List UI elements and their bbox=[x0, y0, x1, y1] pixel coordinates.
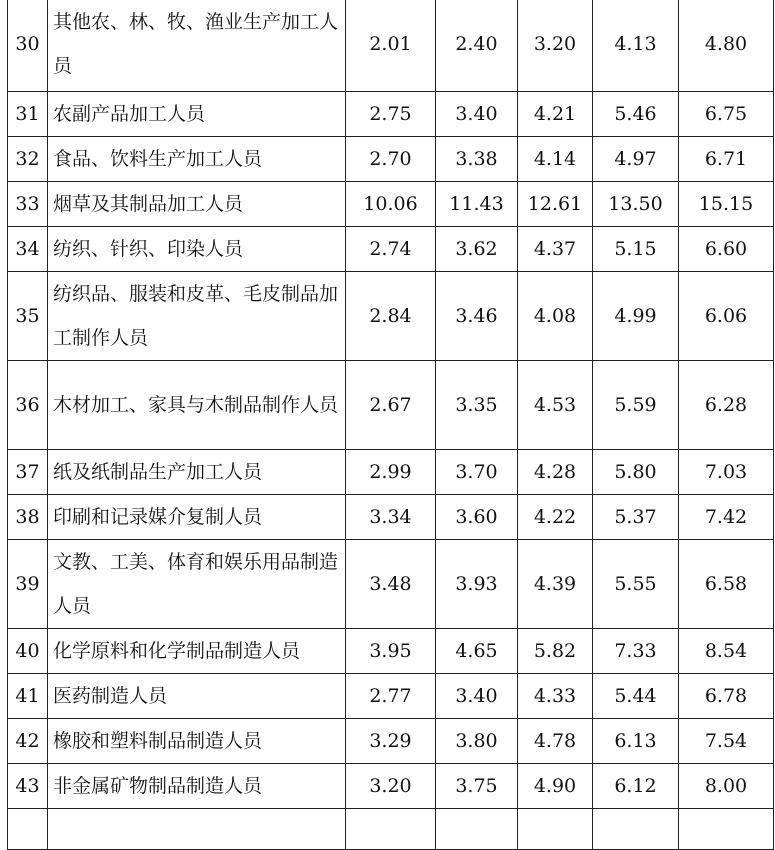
value-cell: 4.33 bbox=[518, 674, 593, 719]
row-index: 33 bbox=[8, 182, 48, 227]
value-cell: 4.21 bbox=[518, 92, 593, 137]
value-cell: 4.22 bbox=[518, 495, 593, 540]
value-cell: 8.00 bbox=[679, 764, 774, 809]
value-cell: 2.75 bbox=[346, 92, 436, 137]
value-cell: 4.14 bbox=[518, 137, 593, 182]
value-cell: 3.20 bbox=[346, 764, 436, 809]
table-row bbox=[8, 629, 774, 674]
occupation-name: 烟草及其制品加工人员 bbox=[48, 182, 346, 227]
wage-table bbox=[7, 0, 774, 850]
value-cell: 5.15 bbox=[593, 227, 679, 272]
table-row bbox=[8, 540, 774, 629]
value-cell: 4.78 bbox=[518, 719, 593, 764]
occupation-name: 农副产品加工人员 bbox=[48, 92, 346, 137]
row-index: 35 bbox=[8, 272, 48, 361]
value-cell: 15.15 bbox=[679, 182, 774, 227]
occupation-name: 其他农、林、牧、渔业生产加工人员 bbox=[48, 0, 346, 92]
empty-cell bbox=[436, 809, 518, 850]
value-cell: 2.74 bbox=[346, 227, 436, 272]
value-cell: 5.46 bbox=[593, 92, 679, 137]
value-cell: 3.38 bbox=[436, 137, 518, 182]
value-cell: 2.77 bbox=[346, 674, 436, 719]
value-cell: 12.61 bbox=[518, 182, 593, 227]
value-cell: 7.03 bbox=[679, 450, 774, 495]
value-cell: 4.39 bbox=[518, 540, 593, 629]
row-index: 36 bbox=[8, 361, 48, 450]
value-cell: 4.90 bbox=[518, 764, 593, 809]
row-index: 37 bbox=[8, 450, 48, 495]
occupation-name: 纸及纸制品生产加工人员 bbox=[48, 450, 346, 495]
table-body bbox=[8, 0, 774, 850]
value-cell: 4.37 bbox=[518, 227, 593, 272]
value-cell: 5.44 bbox=[593, 674, 679, 719]
table-row bbox=[8, 674, 774, 719]
value-cell: 3.62 bbox=[436, 227, 518, 272]
value-cell: 5.80 bbox=[593, 450, 679, 495]
occupation-name: 非金属矿物制品制造人员 bbox=[48, 764, 346, 809]
value-cell: 5.59 bbox=[593, 361, 679, 450]
value-cell: 3.34 bbox=[346, 495, 436, 540]
value-cell: 7.42 bbox=[679, 495, 774, 540]
value-cell: 3.75 bbox=[436, 764, 518, 809]
value-cell: 5.82 bbox=[518, 629, 593, 674]
occupation-name: 木材加工、家具与木制品制作人员 bbox=[48, 361, 346, 450]
value-cell: 4.53 bbox=[518, 361, 593, 450]
value-cell: 6.75 bbox=[679, 92, 774, 137]
value-cell: 2.40 bbox=[436, 0, 518, 92]
occupation-name: 文教、工美、体育和娱乐用品制造人员 bbox=[48, 540, 346, 629]
value-cell: 6.12 bbox=[593, 764, 679, 809]
occupation-name: 印刷和记录媒介复制人员 bbox=[48, 495, 346, 540]
row-index: 38 bbox=[8, 495, 48, 540]
value-cell: 7.33 bbox=[593, 629, 679, 674]
value-cell: 7.54 bbox=[679, 719, 774, 764]
value-cell: 13.50 bbox=[593, 182, 679, 227]
table-row bbox=[8, 92, 774, 137]
value-cell: 3.40 bbox=[436, 92, 518, 137]
value-cell: 3.20 bbox=[518, 0, 593, 92]
value-cell: 3.95 bbox=[346, 629, 436, 674]
value-cell: 3.46 bbox=[436, 272, 518, 361]
value-cell: 3.35 bbox=[436, 361, 518, 450]
value-cell: 2.01 bbox=[346, 0, 436, 92]
value-cell: 4.28 bbox=[518, 450, 593, 495]
value-cell: 5.55 bbox=[593, 540, 679, 629]
value-cell: 8.54 bbox=[679, 629, 774, 674]
value-cell: 6.71 bbox=[679, 137, 774, 182]
row-index: 40 bbox=[8, 629, 48, 674]
empty-cell bbox=[593, 809, 679, 850]
table-row-partial bbox=[8, 809, 774, 850]
table-row bbox=[8, 0, 774, 92]
occupation-name: 食品、饮料生产加工人员 bbox=[48, 137, 346, 182]
row-index: 43 bbox=[8, 764, 48, 809]
row-index: 41 bbox=[8, 674, 48, 719]
table-row bbox=[8, 450, 774, 495]
value-cell: 3.29 bbox=[346, 719, 436, 764]
value-cell: 6.58 bbox=[679, 540, 774, 629]
value-cell: 5.37 bbox=[593, 495, 679, 540]
value-cell: 3.60 bbox=[436, 495, 518, 540]
table-row bbox=[8, 182, 774, 227]
table-row bbox=[8, 361, 774, 450]
value-cell: 4.08 bbox=[518, 272, 593, 361]
value-cell: 3.40 bbox=[436, 674, 518, 719]
empty-cell bbox=[346, 809, 436, 850]
occupation-name: 化学原料和化学制品制造人员 bbox=[48, 629, 346, 674]
value-cell: 11.43 bbox=[436, 182, 518, 227]
value-cell: 6.60 bbox=[679, 227, 774, 272]
empty-cell bbox=[8, 809, 48, 850]
row-index: 34 bbox=[8, 227, 48, 272]
value-cell: 2.84 bbox=[346, 272, 436, 361]
occupation-name: 纺织品、服装和皮革、毛皮制品加工制作人员 bbox=[48, 272, 346, 361]
table-row bbox=[8, 227, 774, 272]
row-index: 42 bbox=[8, 719, 48, 764]
value-cell: 3.70 bbox=[436, 450, 518, 495]
row-index: 39 bbox=[8, 540, 48, 629]
table-row bbox=[8, 764, 774, 809]
value-cell: 3.93 bbox=[436, 540, 518, 629]
empty-cell bbox=[48, 809, 346, 850]
table-row bbox=[8, 495, 774, 540]
value-cell: 4.80 bbox=[679, 0, 774, 92]
value-cell: 4.97 bbox=[593, 137, 679, 182]
table-row bbox=[8, 719, 774, 764]
value-cell: 6.78 bbox=[679, 674, 774, 719]
occupation-name: 纺织、针织、印染人员 bbox=[48, 227, 346, 272]
value-cell: 2.99 bbox=[346, 450, 436, 495]
value-cell: 3.80 bbox=[436, 719, 518, 764]
value-cell: 6.28 bbox=[679, 361, 774, 450]
table-row bbox=[8, 272, 774, 361]
row-index: 30 bbox=[8, 0, 48, 92]
table-row bbox=[8, 137, 774, 182]
occupation-name: 医药制造人员 bbox=[48, 674, 346, 719]
empty-cell bbox=[518, 809, 593, 850]
value-cell: 4.99 bbox=[593, 272, 679, 361]
row-index: 32 bbox=[8, 137, 48, 182]
wage-table-container bbox=[7, 0, 774, 850]
value-cell: 4.65 bbox=[436, 629, 518, 674]
value-cell: 2.70 bbox=[346, 137, 436, 182]
empty-cell bbox=[679, 809, 774, 850]
occupation-name: 橡胶和塑料制品制造人员 bbox=[48, 719, 346, 764]
row-index: 31 bbox=[8, 92, 48, 137]
value-cell: 10.06 bbox=[346, 182, 436, 227]
value-cell: 6.13 bbox=[593, 719, 679, 764]
value-cell: 4.13 bbox=[593, 0, 679, 92]
value-cell: 2.67 bbox=[346, 361, 436, 450]
value-cell: 3.48 bbox=[346, 540, 436, 629]
value-cell: 6.06 bbox=[679, 272, 774, 361]
